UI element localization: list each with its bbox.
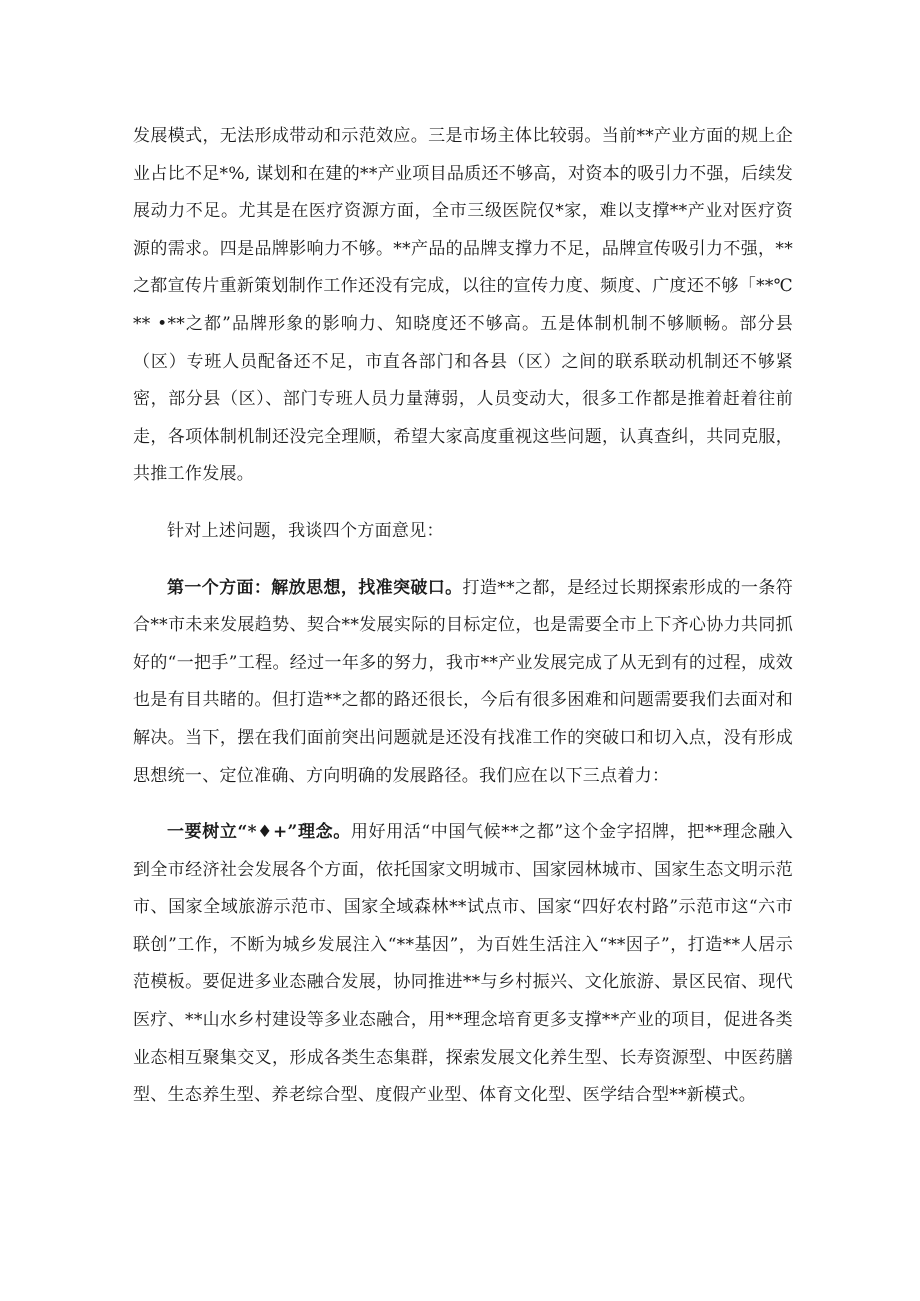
paragraph-transition: 针对上述问题，我谈四个方面意见：: [167, 520, 444, 541]
paragraph-aspect-one: [133, 570, 793, 796]
paragraph-problems-continued: 发展模式，无法形成带动和示范效应。三是市场主体比较弱。当前**产业方面的规上企业占比不足*%, 谋划和在建的**产业项目品质还不够高，对资本的吸引力不强，后续发展动力不足。尤其是在医疗资源方面，全市三级医院仅*家，难以支撑**产业对医疗资源的需求。四是品牌影响力不够。**产品的品牌支撑力不足，品牌宣传吸引力不强，**之都宣传片重新策划制作工作还没有完成，以往的宣传力度、频度、广度还不够「**℃** •**之都”品牌形象的影响力、知晓度还不够高。五是体制机制不够顺畅。部分县（区）专班人员配备还不足，市直各部门和各县（区）之间的联系联动机制还不够紧密，部分县（区）、部门专班人员力量薄弱，人员变动大，很多工作都是推着赶着往前走，各项体制机制还没完全理顺，希望大家高度重视这些问题，认真查纠，共同克服，共推工作发展。: [133, 126, 793, 485]
paragraph-point-one: [133, 814, 793, 1115]
aspect-one-heading: 第一个方面：解放思想，找准突破口。: [167, 577, 463, 598]
point-one-body: 用好用活“中国气候**之都”这个金字招牌，把**理念融入到全市经济社会发展各个方面，依托国家文明城市、国家园林城市、国家生态文明示范市、国家全域旅游示范市、国家全域森林**试点市、国家“四好农村路”示范市这“六市联创”工作，不断为城乡发展注入“**基因”，为百姓生活注入“**因子”，打造**人居示范模板。要促进多业态融合发展，协同推进**与乡村振兴、文化旅游、景区民宿、现代医疗、**山水乡村建设等多业态融合，用**理念培育更多支撑**产业的项目，促进各类业态相互聚集交叉，形成各类生态集群，探索发展文化养生型、长寿资源型、中医药膳型、生态养生型、养老综合型、度假产业型、体育文化型、医学结合型**新模式。: [133, 822, 794, 1106]
document-page: [133, 118, 793, 1115]
aspect-one-body: 打造**之都，是经过长期探索形成的一条符合**市未来发展趋势、契合**发展实际的目标定位，也是需要全市上下齐心协力共同抓好的“一把手”工程。经过一年多的努力，我市**产业发展完成了从无到有的过程，成效也是有目共睹的。但打造**之都的路还很长，今后有很多困难和问题需要我们去面对和解决。当下，摆在我们面前突出问题就是还没有找准工作的突破口和切入点，没有形成思想统一、定位准确、方向明确的发展路径。我们应在以下三点着力：: [133, 577, 794, 786]
point-one-heading: 一要树立“*♦+”理念。: [167, 822, 351, 843]
